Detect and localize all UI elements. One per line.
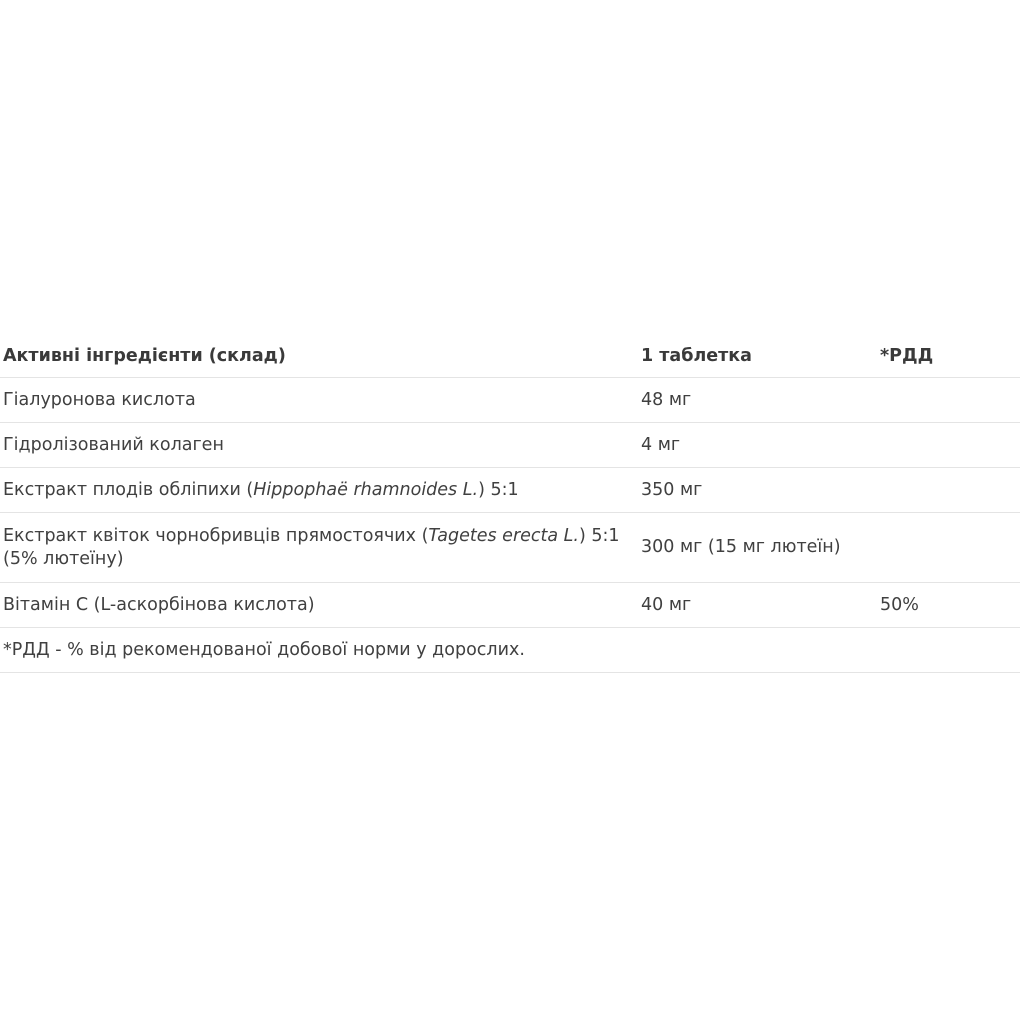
- table-row: [0, 378, 1020, 423]
- header-rda: *РДД: [880, 346, 934, 366]
- per-tablet-amount: 48 мг: [641, 389, 692, 410]
- header-per-tablet: 1 таблетка: [641, 346, 752, 366]
- per-tablet-amount: 350 мг: [641, 479, 703, 500]
- ingredient-latin-name: Tagetes erecta L.: [428, 525, 579, 546]
- per-tablet-amount: 300 мг (15 мг лютеїн): [641, 537, 841, 557]
- table-header-row: [0, 334, 1020, 378]
- ingredient-name: [0, 479, 638, 502]
- table-row: [0, 513, 1020, 583]
- table-row: [0, 468, 1020, 513]
- rda-value: 50%: [880, 594, 919, 615]
- per-tablet-amount: 40 мг: [641, 594, 692, 615]
- ingredient-name: [0, 525, 638, 571]
- ingredient-name: Гідролізований колаген: [3, 434, 224, 455]
- ingredient-name-pre: Екстракт квіток чорнобривців прямостоячих (: [3, 525, 429, 546]
- ingredients-table: [0, 334, 1020, 673]
- per-tablet-amount: 4 мг: [641, 434, 681, 455]
- ingredient-latin-name: Hippophaë rhamnoides L.: [253, 479, 479, 500]
- table-row: [0, 423, 1020, 468]
- ingredient-name: Гіалуронова кислота: [3, 389, 196, 410]
- ingredient-name-post: ) 5:1: [478, 479, 519, 500]
- header-ingredient: Активні інгредієнти (склад): [3, 346, 286, 366]
- footnote-row: [0, 628, 1020, 673]
- ingredient-name-post: ) 5:1 (5% лютеїну): [3, 525, 620, 569]
- footnote: *РДД - % від рекомендованої добової норми у дорослих.: [3, 639, 525, 660]
- ingredient-name-pre: Екстракт плодів обліпихи (: [3, 479, 254, 500]
- table-row: [0, 583, 1020, 628]
- ingredient-name: Вітамін С (L-аскорбінова кислота): [3, 594, 315, 615]
